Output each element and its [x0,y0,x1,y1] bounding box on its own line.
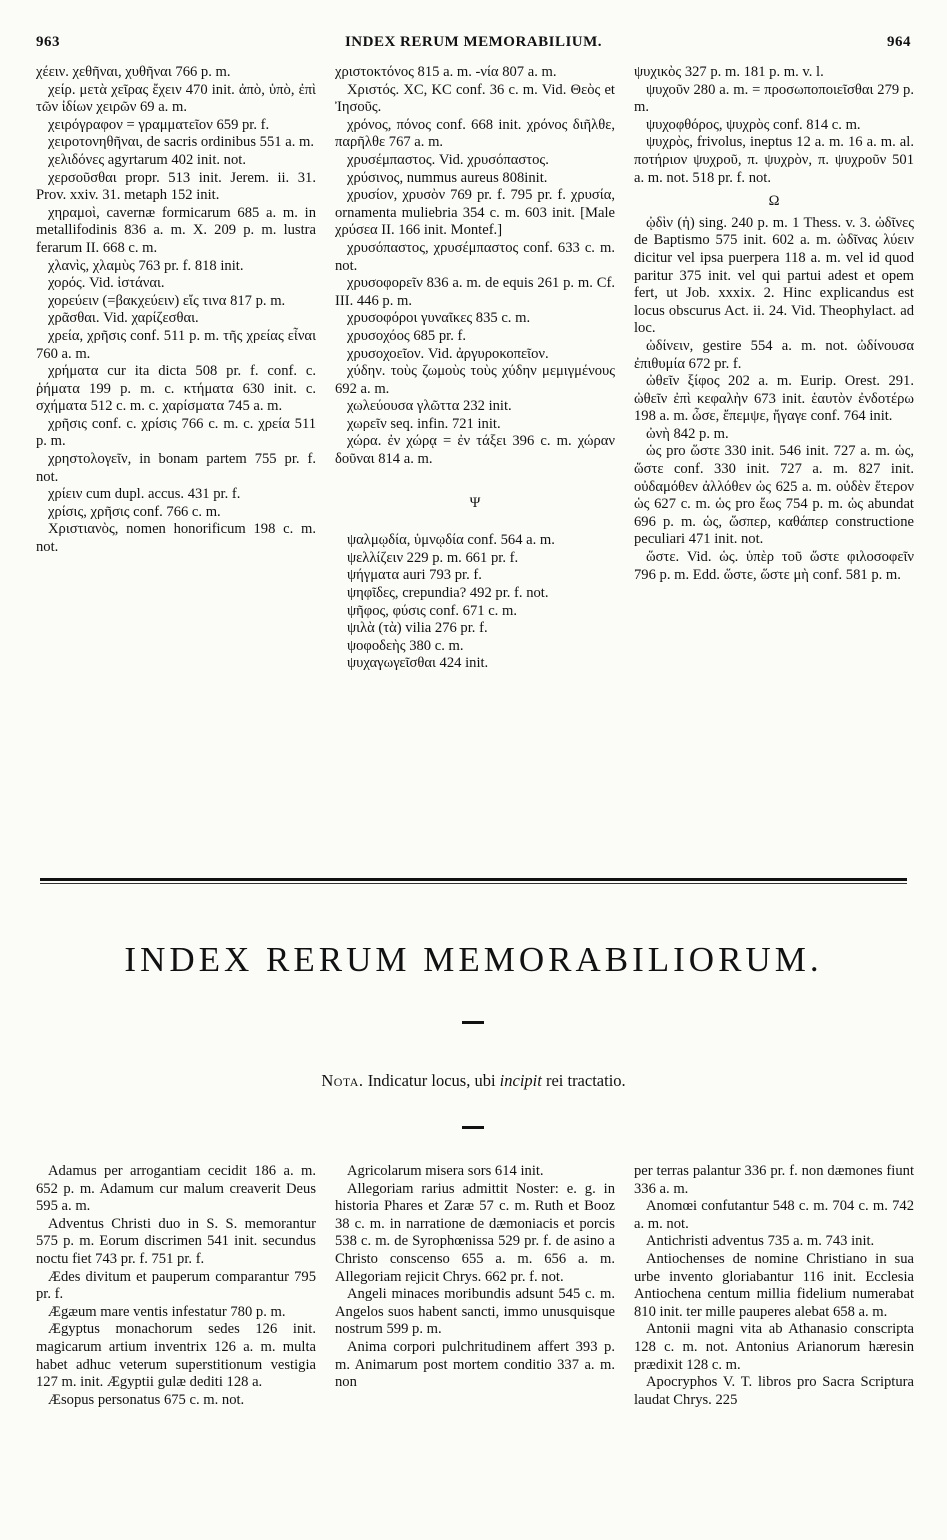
page-number-left: 963 [36,34,60,50]
title-dash [462,1021,484,1024]
index-entry: ψήγματα auri 793 pr. f. [347,567,482,584]
index-entry: χρῆσις conf. c. χρίσις 766 c. m. c. χρεία 511 p. m. [36,415,316,450]
index-entry: χώρα. ἐν χώρᾳ = ἐν τάξει 396 c. m. χώραν δοῦναι 814 a. m. [335,433,615,468]
index-entry: ψυχοῦν 280 a. m. = προσωποποιεῖσθαι 279 p. m. [634,81,914,116]
index-entry: χρυσέμπαστος. Vid. χρυσόπαστος. [347,151,549,168]
index-entry: χορεύειν (=βακχεύειν) εἴς τινα 817 p. m. [48,292,286,309]
index-entry: Ægyptus monachorum sedes 126 init. magicarum artium inventrix 126 a. m. multa habet adhuc veterum superstitionum vestigia 127 m. init. Ægyptii gulæ dediti 128 a. [36,1321,316,1391]
index-entry: ὡς pro ὥστε 330 init. 546 init. 727 a. m. ὡς, ὥστε conf. 330 init. 727 a. m. 827 init. οὐδαμόθεν ἀλλόθεν ὡς 625 a. m. οὐδὲν ἕτερον ὡς 627 c. m. ὡς pro ἕως 754 p. m. ὡς abundat 696 p. m. ὡς, ὥσπερ, καθάπερ constructione peculiari 471 init. not. [634,443,914,548]
index-entry: Æsopus personatus 675 c. m. not. [48,1391,245,1408]
index-entry: Adamus per arrogantiam cecidit 186 a. m. 652 p. m. Adamum cur malum creaverit Deus 595 a. m. [36,1163,316,1215]
index-entry: χείρ. μετὰ χεῖρας ἔχειν 470 init. ἀπὸ, ὑπὸ, ἐπὶ τῶν ἰδίων χειρῶν 69 a. m. [36,81,316,116]
index-entry: ψυχικὸς 327 p. m. 181 p. m. v. l. [634,64,824,80]
index-entry: Anomœi confutantur 548 c. m. 704 c. m. 742 a. m. not. [634,1198,914,1232]
index-entry: χρυσοφορεῖν 836 a. m. de equis 261 p. m. Cf. III. 446 p. m. [335,275,615,309]
nota-line [0,1071,947,1091]
index-title: INDEX RERUM MEMORABILIORUM. [124,940,823,979]
index-entry: χρήματα cur ita dicta 508 pr. f. conf. c. ῥήματα 199 p. m. c. κτήματα 630 init. c. σχήματα 512 c. m. c. χαρίσματα 745 a. m. [36,363,316,415]
index-entry: Apocryphos V. T. libros pro Sacra Scriptura laudat Chrys. 225 [634,1374,914,1408]
index-entry: Anima corpori pulchritudinem affert 393 p. m. Animarum post mortem conditio 337 a. m. non [335,1338,615,1391]
index-entry: χρίειν cum dupl. accus. 431 pr. f. [48,486,241,503]
index-entry: ψηφῖδες, crepundia? 492 pr. f. not. [347,585,549,602]
subject-column-left [36,1163,316,1409]
index-entry: Antichristi adventus 735 a. m. 743 init. [646,1233,875,1250]
index-entry: χρόνος, πόνος conf. 668 init. χρόνος διῆλθε, παρῆλθε 767 a. m. [335,116,615,151]
index-column-left [36,64,316,673]
index-entry: Allegoriam rarius admittit Noster: e. g. in historia Phares et Zaræ 57 c. m. Ruth et Booz 38 c. m. in narratione de dæmoniacis et porcis 538 c. m. de Syrophœnissa 529 pr. f. de asino a Christo conscenso 655 a. m. 656 a. m. Allegoriam rejicit Chrys. 662 pr. f. not. [335,1180,615,1285]
subject-column-right [634,1163,914,1409]
subject-column-middle [335,1163,615,1409]
index-entry: χρᾶσθαι. Vid. χαρίζεσθαι. [48,310,199,327]
nota-text-after: rei tractatio. [545,1071,626,1090]
index-column-middle [335,64,615,673]
index-entry: χύδην. τοὺς ζωμοὺς τοὺς χύδην μεμιγμένους 692 a. m. [335,363,615,397]
page-number-right: 964 [887,34,911,50]
index-entry: ψιλὰ (τὰ) vilia 276 pr. f. [347,620,488,637]
index-entry: χρίσις, χρῆσις conf. 766 c. m. [48,503,221,520]
section-divider [40,878,907,881]
index-entry: ᾠδὶν (ἡ) sing. 240 p. m. 1 Thess. v. 3. ὠδῖνες de Baptismo 575 init. 602 a. m. ὠδῖνας λύειν dicitur vel ipsa puerpera 118 a. m. vel id quod paritur 375 init. vel qui partui adest et opem fert, ut Job. xxxix. 2. Hinc explicandus est locus obscurus Act. ii. 24. Vid. Theophylact. ad loc. [634,214,914,337]
index-entry: Χριστός. XC, KC conf. 36 c. m. Vid. Θεὸς et Ἰησοῦς. [335,81,615,116]
index-entry: ψῆφος, φύσις conf. 671 c. m. [347,602,517,619]
index-entry: χλανὶς, χλαμὺς 763 pr. f. 818 init. [48,257,244,274]
index-entry: ψοφοδεὴς 380 c. m. [347,637,464,654]
subject-index-columns [36,1163,914,1409]
index-entry: Agricolarum misera sors 614 init. [347,1163,544,1179]
index-column-right [634,64,914,673]
index-entry: χριστοκτόνος 815 a. m. -νία 807 a. m. [335,64,557,80]
greek-index-columns [36,64,914,673]
index-entry: ψυχοφθόρος, ψυχρὸς conf. 814 c. m. [646,116,861,133]
index-entry: ὠνὴ 842 p. m. [646,425,729,442]
nota-text-before: Indicatur locus, ubi [367,1071,496,1090]
index-entry: ὠδίνειν, gestire 554 a. m. not. ὠδίνουσα ἐπιθυμία 672 pr. f. [634,337,914,372]
index-entry: ψυχρὸς, frivolus, ineptus 12 a. m. 16 a. m. al. ποτήριον ψυχροῦ, π. ψυχρὸν, π. ψυχροῦν 501 a. m. not. 518 pr. f. not. [634,134,914,186]
index-entry: χρυσοχοεῖον. Vid. ἀργυροκοπεῖον. [347,345,549,362]
index-entry: ψαλμῳδία, ὑμνῳδία conf. 564 a. m. [347,532,555,549]
index-entry: per terras palantur 336 pr. f. non dæmones fiunt 336 a. m. [634,1163,914,1197]
index-entry: χηραμοὶ, cavernæ formicarum 685 a. m. in metallifodinis 836 a. m. X. 209 p. m. lustra ferarum II. 668 c. m. [36,204,316,256]
index-entry: χωλεύουσα γλῶττα 232 init. [347,398,512,415]
index-entry: χρυσοφόροι γυναῖκες 835 c. m. [347,310,531,327]
running-title: INDEX RERUM MEMORABILIUM. [344,34,603,50]
index-entry: Ædes divitum et pauperum comparantur 795 pr. f. [36,1268,316,1303]
index-entry: χρηστολογεῖν, in bonam partem 755 pr. f. not. [36,451,316,485]
index-entry: χορός. Vid. ἱστάναι. [48,275,165,292]
index-entry: Adventus Christi duo in S. S. memorantur 575 p. m. Eorum discrimen 541 init. secundus noctu fiet 743 pr. f. 751 pr. f. [36,1215,316,1267]
letter-heading-psi: Ψ [469,494,481,511]
index-entry: Antonii magni vita ab Athanasio conscripta 128 c. m. not. Antonius Arianorum hæresin prædixit 128 c. m. [634,1321,914,1373]
index-entry: χωρεῖν seq. infin. 721 init. [347,415,501,432]
letter-heading-omega: Ω [768,193,780,210]
index-entry: χέειν. χεθῆναι, χυθῆναι 766 p. m. [36,64,231,80]
index-entry: χειρόγραφον = γραμματεῖον 659 pr. f. [48,116,270,133]
index-entry: Χριστιανὸς, nomen honorificum 198 c. m. not. [36,521,316,556]
nota-label: Nota. [321,1071,364,1090]
nota-dash [462,1126,484,1129]
running-header [36,34,911,54]
index-entry: ὠθεῖν ξίφος 202 a. m. Eurip. Orest. 291. ὠθεῖν ἐπὶ κεφαλὴν 673 init. ἑαυτὸν ἐνδοτέρω 198 a. m. ὦσε, ἔπεμψε, ἤγαγε conf. 764 init. [634,373,914,425]
index-entry: χειροτονηθῆναι, de sacris ordinibus 551 a. m. [48,134,314,151]
index-entry: χρεία, χρῆσις conf. 511 p. m. τῆς χρείας εἶναι 760 a. m. [36,327,316,362]
index-entry: ὥστε. Vid. ὡς. ὑπὲρ τοῦ ὥστε φιλοσοφεῖν 796 p. m. Edd. ὥστε, ὥστε μὴ conf. 581 p. m. [634,549,914,583]
index-entry: Antiochenses de nomine Christiano in sua urbe invento gloriabantur 116 init. Ecclesia Antiochena centum millia fidelium numerabat 810 init. ter mille pauperes alebat 658 a. m. [634,1250,914,1320]
index-entry: χελιδόνες agyrtarum 402 init. not. [48,151,246,168]
index-entry: ψυχαγωγεῖσθαι 424 init. [347,655,489,672]
index-entry: χρυσίον, χρυσὸν 769 pr. f. 795 pr. f. χρυσία, ornamenta muliebria 354 c. m. 603 init. [Male χρύσεα II. 166 init. Montef.] [335,187,615,239]
index-entry: χρυσοχόος 685 pr. f. [347,327,467,344]
index-entry: Angeli minaces moribundis adsunt 545 c. m. Angelos suos habent sancti, immo unusquisque nostrum 599 p. m. [335,1286,615,1338]
nota-emphasis: incipit [499,1071,542,1090]
index-entry: χερσοῦσθαι propr. 513 init. Jerem. ii. 31. Prov. xxiv. 31. metaph 152 init. [36,169,316,204]
index-entry: ψελλίζειν 229 p. m. 661 pr. f. [347,549,519,566]
index-entry: χρύσινος, nummus aureus 808init. [347,169,548,186]
index-entry: Ægæum mare ventis infestatur 780 p. m. [48,1303,286,1320]
index-entry: χρυσόπαστος, χρυσέμπαστος conf. 633 c. m. not. [335,239,615,274]
